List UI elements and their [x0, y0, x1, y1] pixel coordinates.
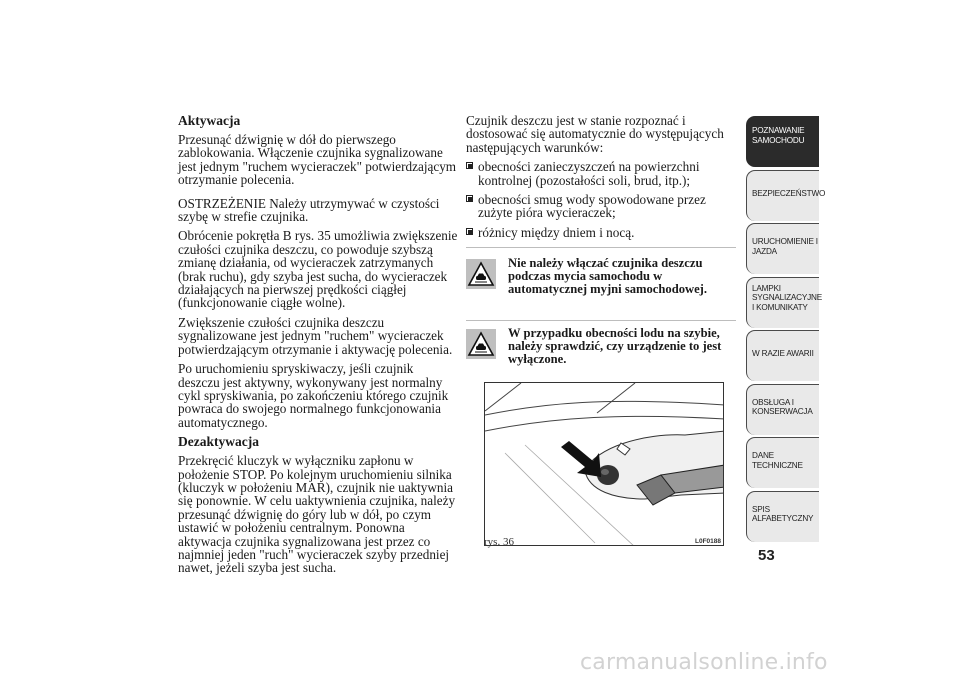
warning-car-icon: [466, 259, 496, 289]
right-column: [466, 114, 736, 245]
paragraph: Zwiększenie czułości czujnika deszczu sygnalizowane jest jednym "ruchem" wycieraczek potwierdzającym otrzymanie i aktywację polecenia.: [178, 314, 453, 357]
heading-deactivation: Dezaktywacja: [178, 434, 259, 450]
tab-bezpieczenstwo[interactable]: BEZPIECZEŃSTWO: [746, 170, 819, 221]
list-item: obecności smug wody spowodowane przez zużyte pióra wycieraczek;: [466, 193, 736, 220]
list-item: obecności zanieczyszczeń na powierzchni kontrolnej (pozostałości soli, brud, itp.);: [466, 160, 736, 187]
tab-dane-techniczne[interactable]: DANE TECHNICZNE: [746, 437, 819, 488]
tab-lampki-sygnalizacyjne[interactable]: LAMPKI SYGNALIZACYJNE I KOMUNIKATY: [746, 277, 819, 328]
tab-spis-alfabetyczny[interactable]: SPIS ALFABETYCZNY: [746, 491, 819, 542]
conditions-list: [466, 160, 736, 239]
warning-text: W przypadku obecności lodu na szybie, należy sprawdzić, czy urządzenie to jest wyłączone.: [508, 326, 722, 367]
page-number: 53: [758, 547, 775, 564]
tab-poznawanie-samochodu[interactable]: POZNAWANIE SAMOCHODU: [746, 116, 819, 167]
figure-caption: rys. 36: [484, 536, 514, 548]
rain-sensor-illustration: [484, 382, 724, 546]
figure-code: L0F0188: [695, 538, 722, 545]
warning-text: Nie należy włączać czujnika deszczu podczas mycia samochodu w automatycznej myjni samochodowej.: [508, 256, 708, 297]
paragraph: Po uruchomieniu spryskiwaczy, jeśli czujnik deszczu jest aktywny, wykonywany jest normalny cykl spryskiwania, po zakończeniu którego czujnik powraca do swojego normalnego funkcjonowania automatycznego.: [178, 361, 449, 430]
chapter-tabs: [746, 116, 826, 544]
list-item: różnicy między dniem i nocą.: [466, 226, 736, 239]
square-bullet-icon: [466, 162, 473, 169]
tab-uruchomienie-i-jazda[interactable]: URUCHOMIENIE I JAZDA: [746, 223, 819, 274]
paragraph: Przekręcić kluczyk w wyłączniku zapłonu w położenie STOP. Po kolejnym uruchomieniu silnika (kluczyk w położeniu MAR), czujnik nie uaktywnia się ponownie. W celu uaktywnienia czujnika, należy przesunąć dźwignię do góry lub w dół, po czym ustawić w położeniu centralnym. Ponowna aktywacja czujnika sygnalizowana jest przez co najmniej jeden "ruch" wycieraczek szyby przedniej nawet, jeżeli szyba jest sucha.: [178, 453, 456, 576]
paragraph: Obrócenie pokrętła B rys. 35 umożliwia zwiększenie czułości czujnika deszczu, co powoduje szybszą zmianę działania, od wycieraczek zatrzymanych (brak ruchu), gdy szyba jest sucha, do wycieraczek działających na pierwszej prędkości ciągłej (funkcjonowanie ciągłe wolne).: [178, 228, 458, 311]
paragraph-warning-note: OSTRZEŻENIE Należy utrzymywać w czystości szybę w strefie czujnika.: [178, 195, 440, 225]
warning-box: [466, 247, 736, 297]
watermark-text: carmanualsonline.info: [580, 650, 828, 675]
warning-car-icon: [466, 329, 496, 359]
heading-activation: Aktywacja: [178, 113, 241, 128]
paragraph: Przesunąć dźwignię w dół do pierwszego zablokowania. Włączenie czujnika sygnalizowane jest jednym "ruchem wycieraczek" potwierdzającym otrzymanie polecenia.: [178, 132, 457, 188]
paragraph-intro: Czujnik deszczu jest w stanie rozpoznać i dostosować się automatycznie do występujących następujących warunków:: [466, 113, 724, 155]
square-bullet-icon: [466, 228, 473, 235]
tab-w-razie-awarii[interactable]: W RAZIE AWARII: [746, 330, 819, 381]
left-column: [178, 114, 458, 581]
tab-obsluga-i-konserwacja[interactable]: OBSŁUGA I KONSERWACJA: [746, 384, 819, 435]
warning-box: [466, 320, 736, 367]
square-bullet-icon: [466, 195, 473, 202]
